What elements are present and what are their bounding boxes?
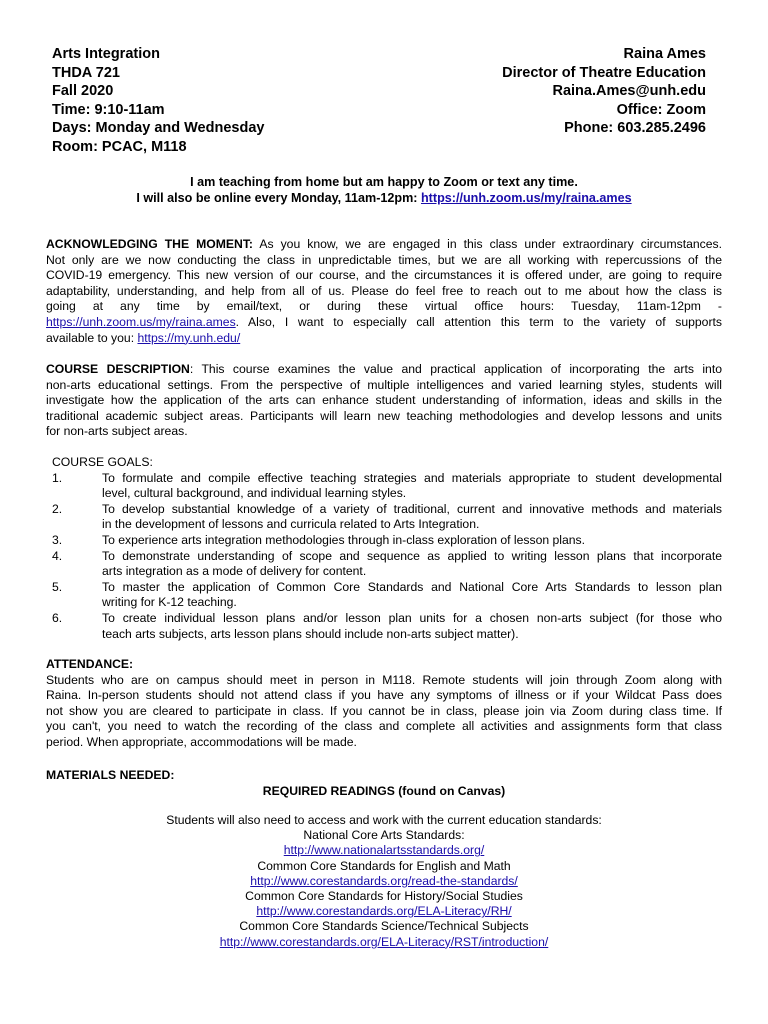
course-code: THDA 721 [52,64,120,81]
course-goals-section [46,455,722,642]
standards-intro: Students will also need to access and work with the current education standards: [166,813,602,827]
paragraph-line: COVID-19 emergency. This new version of our course, and the circumstances it is offered under, are going to require [46,268,722,283]
standard-link-line [46,935,722,950]
standard-link-line [46,874,722,889]
course-term: Fall 2020 [52,83,114,100]
instructor-phone: Phone: 603.285.2496 [564,120,706,137]
required-readings: REQUIRED READINGS (found on Canvas) [262,783,506,798]
standards-list [46,813,722,950]
paragraph-line: Raina. In-person students should not attend class if you have any symptoms of illness or if your Wildcat Pass does [46,688,722,703]
standard-link-line [46,843,722,858]
standard-label: Common Core Standards for English and Math [257,858,511,873]
goal-line: writing for K-12 teaching. [102,595,237,610]
paragraph-line [46,315,722,331]
section-heading: ATTENDANCE: [46,657,134,671]
goal-item [46,502,722,533]
goal-line: To create individual lesson plans and/or lesson plan units for a chosen non-arts subject (for those who [102,610,722,625]
goal-number: 4. [52,548,63,563]
zoom-link[interactable]: https://unh.zoom.us/my/raina.ames [420,190,632,205]
standard-label: Common Core Standards Science/Technical Subjects [239,919,529,934]
goal-line: To experience arts integration methodologies through in-class exploration of lesson plans. [102,532,586,547]
goal-line: To formulate and compile effective teaching strategies and materials appropriate to student developmental [102,470,722,485]
notice-text: I will also be online every Monday, 11am-12pm: [136,190,421,205]
instructor-info [502,45,706,138]
paragraph-line: not show you are cleared to participate in class. If you cannot be in class, please join via Zoom during class time. If [46,703,722,718]
goal-line: To develop substantial knowledge of a variety of traditional, current and innovative methods and materials [102,501,722,516]
paragraph-line: traditional academic subject areas. Participants will learn new teaching methodologies and develop lessons and units [46,408,722,423]
instructor-email: Raina.Ames@unh.edu [552,83,706,100]
instructor-name: Raina Ames [623,46,706,62]
corestandards-rh-link[interactable]: http://www.corestandards.org/ELA-Literacy/RH/ [256,904,512,919]
section-heading: ACKNOWLEDGING THE MOMENT: [46,237,253,251]
goal-number: 6. [52,610,63,625]
goal-item [46,611,722,642]
goal-number: 2. [52,501,63,516]
acknowledging-section [46,237,722,346]
paragraph-line: for non-arts subject areas. [46,424,188,439]
goal-number: 1. [52,470,63,485]
instructor-title: Director of Theatre Education [502,64,706,81]
goal-line: in the development of lessons and curricula related to Arts Integration. [102,517,480,532]
paragraph-line [46,362,722,378]
corestandards-read-link[interactable]: http://www.corestandards.org/read-the-standards/ [250,873,518,888]
section-heading: COURSE DESCRIPTION [46,362,190,376]
course-days: Days: Monday and Wednesday [52,120,265,137]
goal-item [46,580,722,611]
paragraph-line [46,331,722,347]
goal-line: To master the application of Common Core Standards and National Core Arts Standards to lesson plan [102,579,722,594]
zoom-link[interactable]: https://unh.zoom.us/my/raina.ames [46,314,236,329]
course-room: Room: PCAC, M118 [52,138,187,155]
paragraph-line: period. When appropriate, accommodations will be made. [46,734,357,749]
goals-title: COURSE GOALS: [52,455,153,469]
standard-label: Common Core Standards for History/Social Studies [245,889,523,904]
instructor-office: Office: Zoom [616,101,706,118]
course-description-section [46,362,722,440]
paragraph-line [46,237,722,253]
paragraph-line: you can't, you need to watch the recording of the class and complete all activities and assignments form that class [46,719,722,734]
goal-line: level, cultural background, and individual learning styles. [102,486,407,501]
goal-item [46,549,722,580]
course-time: Time: 9:10-11am [52,101,165,118]
text: . Also, I want to especially call attention this term to the variety of supports [235,314,722,329]
materials-section [46,768,722,799]
paragraph-line: going at any time by email/text, or during these virtual office hours: Tuesday, 11am-12pm - [46,299,722,314]
standard-label: National Core Arts Standards: [303,828,465,843]
myunh-link[interactable]: https://my.unh.edu/ [137,330,241,345]
office-hours-notice [46,175,722,206]
paragraph-line: adaptability, understanding, and help from all of us. Please do feel free to reach out to me about how the class is [46,283,722,298]
goal-line: teach arts subjects, arts lesson plans should include non-arts subject matter). [102,626,519,641]
text: available to you: [46,330,138,345]
notice-line: I am teaching from home but am happy to Zoom or text any time. [190,175,578,189]
goal-item [46,471,722,502]
goal-item [46,533,722,549]
course-info [52,45,264,157]
text: : This course examines the value and practical application of incorporating the arts into [189,362,723,376]
goal-line: To demonstrate understanding of scope and sequence as applied to writing lesson plans that incorporate [102,548,722,563]
paragraph-line: investigate how the application of the arts can enhance student understanding of information, ideas and skills in the [46,393,722,408]
notice-line [46,191,722,207]
paragraph-line: non-arts educational settings. From the perspective of multiple intelligences and varied learning styles, students will [46,377,722,392]
corestandards-rst-link[interactable]: http://www.corestandards.org/ELA-Literacy/RST/introduction/ [219,934,549,949]
goal-number: 5. [52,579,63,594]
paragraph-line: Not only are we now conducting the class in unpredictable times, but we are all working with repercussions of the [46,252,722,267]
section-heading: MATERIALS NEEDED: [46,768,175,782]
standard-link-line [46,904,722,919]
goal-line: arts integration as a mode of delivery for content. [102,564,367,579]
paragraph-line: Students who are on campus should meet in person in M118. Remote students will join through Zoom along with [46,672,722,687]
attendance-section [46,657,722,751]
nationalarts-link[interactable]: http://www.nationalartsstandards.org/ [283,843,485,858]
course-title: Arts Integration [52,46,160,62]
text: As you know, we are engaged in this class under extraordinary circumstances. [253,237,722,251]
goal-number: 3. [52,532,63,547]
